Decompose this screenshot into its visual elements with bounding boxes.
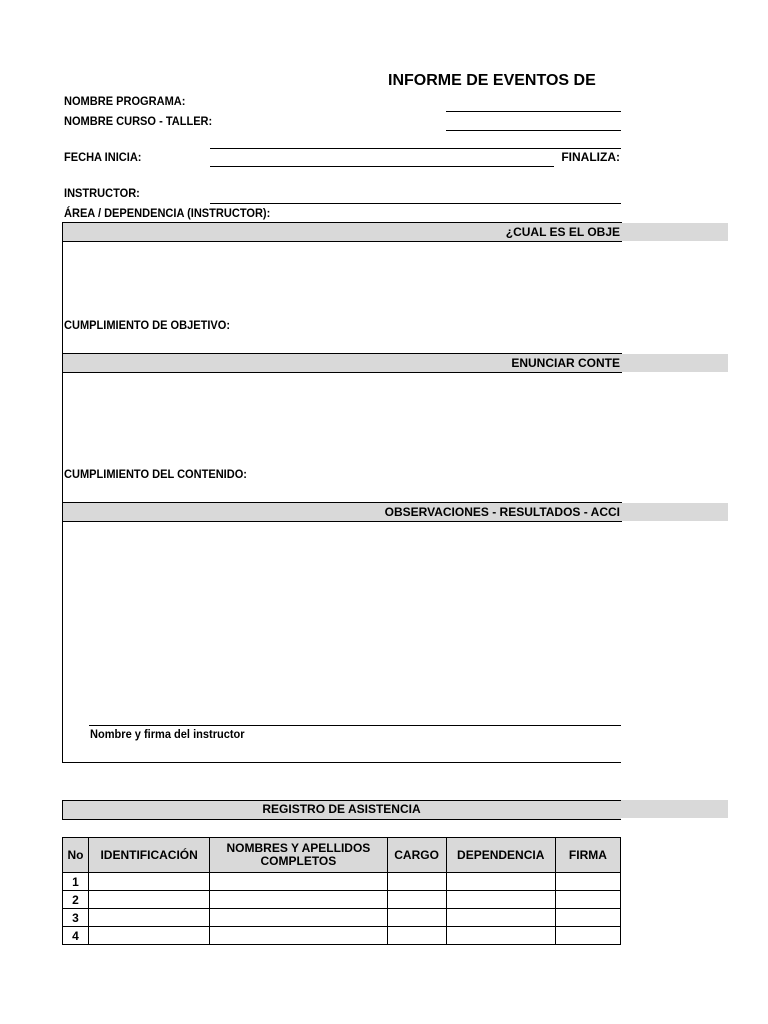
objective-text-area[interactable] [64, 244, 620, 316]
observations-box-border [62, 521, 63, 763]
cell-department[interactable] [446, 873, 555, 891]
date-top-line [210, 148, 621, 149]
instructor-label: INSTRUCTOR: [64, 186, 140, 200]
end-date-label: FINALIZA: [561, 150, 620, 164]
course-label: NOMBRE CURSO - TALLER: [64, 114, 213, 128]
col-identification: IDENTIFICACIÓN [89, 838, 210, 873]
content-compliance-label: CUMPLIMIENTO DEL CONTENIDO: [64, 467, 247, 481]
col-department: DEPENDENCIA [446, 838, 555, 873]
row-number: 3 [63, 909, 89, 927]
cell-identification[interactable] [89, 891, 210, 909]
cell-full-name[interactable] [210, 927, 387, 945]
observations-header: OBSERVACIONES - RESULTADOS - ACCI [384, 505, 620, 519]
cell-identification[interactable] [89, 909, 210, 927]
cell-signature[interactable] [555, 873, 620, 891]
row-number: 1 [63, 873, 89, 891]
attendance-header-extension [621, 800, 728, 818]
cell-department[interactable] [446, 909, 555, 927]
page-title: INFORME DE EVENTOS DE [388, 72, 596, 89]
cell-identification[interactable] [89, 873, 210, 891]
row-number: 4 [63, 927, 89, 945]
table-row [63, 909, 621, 927]
cell-position[interactable] [387, 927, 446, 945]
program-field-line[interactable] [446, 111, 621, 112]
attendance-title: REGISTRO DE ASISTENCIA [262, 802, 421, 816]
cell-full-name[interactable] [210, 891, 387, 909]
cell-identification[interactable] [89, 927, 210, 945]
col-position: CARGO [387, 838, 446, 873]
objective-header: ¿CUAL ES EL OBJE [505, 225, 620, 239]
content-text-area[interactable] [64, 376, 620, 462]
content-header: ENUNCIAR CONTE [511, 356, 620, 370]
attendance-table [62, 837, 621, 945]
start-date-label: FECHA INICIA: [64, 150, 142, 164]
cell-full-name[interactable] [210, 873, 387, 891]
cell-signature[interactable] [555, 909, 620, 927]
observations-header-extension [621, 503, 728, 521]
cell-position[interactable] [387, 891, 446, 909]
cell-position[interactable] [387, 909, 446, 927]
observations-box-bottom [62, 762, 621, 763]
cell-department[interactable] [446, 891, 555, 909]
program-label: NOMBRE PROGRAMA: [64, 94, 186, 108]
attendance-header-row [63, 838, 621, 873]
table-row [63, 891, 621, 909]
objective-box-border [62, 241, 63, 353]
objective-compliance-label: CUMPLIMIENTO DE OBJETIVO: [64, 318, 231, 332]
start-date-field-line[interactable] [210, 166, 554, 167]
table-row [63, 927, 621, 945]
signature-line[interactable] [89, 725, 621, 726]
col-full-name: NOMBRES Y APELLIDOS COMPLETOS [210, 838, 387, 873]
cell-signature[interactable] [555, 891, 620, 909]
cell-signature[interactable] [555, 927, 620, 945]
table-row [63, 873, 621, 891]
area-label: ÁREA / DEPENDENCIA (INSTRUCTOR): [64, 206, 271, 220]
content-header-extension [621, 354, 728, 372]
instructor-field-line[interactable] [210, 203, 621, 204]
col-number: No [63, 838, 89, 873]
col-signature: FIRMA [555, 838, 620, 873]
cell-full-name[interactable] [210, 909, 387, 927]
cell-position[interactable] [387, 873, 446, 891]
observations-text-area[interactable] [64, 526, 620, 716]
content-box-border [62, 372, 63, 502]
row-number: 2 [63, 891, 89, 909]
objective-header-extension [621, 223, 728, 241]
course-field-line[interactable] [446, 130, 621, 131]
cell-department[interactable] [446, 927, 555, 945]
signature-label: Nombre y firma del instructor [90, 727, 245, 741]
